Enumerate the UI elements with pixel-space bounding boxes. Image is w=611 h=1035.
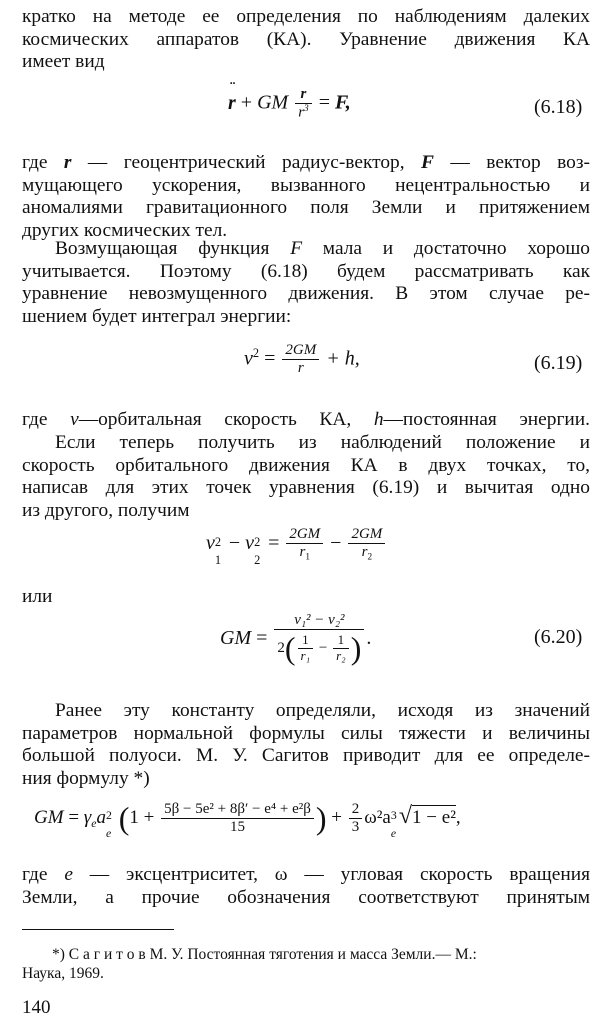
text-line: кратко на методе ее определения по наблюдениям далеких bbox=[22, 6, 590, 27]
paragraph-sagitov bbox=[22, 700, 590, 790]
footnote bbox=[22, 945, 590, 983]
text-line: где e — эксцентриситет, ω — угловая скорость вращения bbox=[22, 864, 590, 885]
text-line: космических аппаратов (КА). Уравнение движения КА bbox=[22, 28, 590, 50]
text-line: или bbox=[22, 586, 53, 607]
paragraph-definitions bbox=[22, 152, 590, 242]
text-line: других космических тел. bbox=[22, 219, 228, 241]
paragraph-intro bbox=[22, 6, 590, 74]
fraction: $\frac{2}{3}$ bbox=[349, 801, 363, 837]
fraction: $\frac{2GM}{r_2}$ bbox=[348, 526, 385, 563]
text-line: написав для этих точек уравнения (6.19) и вычитая одно bbox=[22, 477, 590, 498]
text-line: Земли, а прочие обозначения соответствуют принятым bbox=[22, 886, 590, 908]
text-line: уравнение невозмущенного движения. В этом случае ре- bbox=[22, 283, 590, 304]
equation-sagitov: GM = $\gamma_ea$ 2 e (1 + $\frac{\text{5β − 5e² + 8β′ − e⁴ + e²β}}{15}$ ) + $\frac{2}{3}$ ω²a 3 e √1 − e², bbox=[34, 800, 461, 840]
paragraph-or bbox=[22, 586, 590, 609]
page-number: 140 bbox=[22, 997, 51, 1018]
text-line: скорость орбитального движения КА в двух точках, то, bbox=[22, 454, 590, 476]
text-line: Ранее эту константу определяли, исходя из значений bbox=[55, 700, 590, 721]
text-line: из другого, получим bbox=[22, 499, 190, 521]
text-line: имеет вид bbox=[22, 51, 105, 72]
fraction: $\frac{2GM}{r}$ bbox=[282, 342, 319, 378]
text-line: шением будет интеграл энергии: bbox=[22, 305, 292, 327]
text-line: большой полуоси. М. У. Сагитов приводит для ее определе- bbox=[22, 745, 590, 766]
equation-difference: v 2 1 − v 2 2 = $\frac{2GM}{r_1}$ − $\frac{2GM}{r_2}$ bbox=[206, 526, 387, 563]
equation-6-18: ¨ r + GM $\frac{r}{r^3}$ = F, bbox=[228, 79, 351, 121]
text-line: учитывается. Поэтому (6.18) будем рассматривать как bbox=[22, 260, 590, 282]
text-line: Если теперь получить из наблюдений положение и bbox=[55, 432, 590, 453]
equation-number: (6.18) bbox=[534, 96, 583, 118]
fraction: $\frac{r}{r^3}$ bbox=[295, 86, 312, 122]
text-line: ния формулу *) bbox=[22, 767, 150, 789]
text-line: аномалиями гравитационного поля Земли и притяжением bbox=[22, 197, 590, 218]
paragraph-velocity bbox=[22, 409, 590, 432]
equation-6-19: $v^2$ = $\frac{2GM}{r}$ + h, bbox=[244, 342, 360, 377]
text-line: Возмущающая функция F мала и достаточно хорошо bbox=[55, 238, 590, 259]
footnote-line: Наука, 1969. bbox=[22, 965, 104, 982]
text-line: где r — геоцентрический радиус-вектор, F — вектор воз- bbox=[22, 152, 590, 173]
r-ddot: ¨ r bbox=[228, 79, 236, 114]
paragraph-perturbation bbox=[22, 238, 590, 328]
text-line: мущающего ускорения, вызванного нецентральностью и bbox=[22, 174, 590, 196]
text-line: параметров нормальной формулы силы тяжести и величины bbox=[22, 722, 590, 744]
footnote-divider bbox=[22, 929, 174, 930]
equation-6-20: GM = v₁² − v₂² 2( $\frac{1}{\text{r₁}}$ − $\frac{1}{\text{r₂}}$ ) . bbox=[220, 612, 372, 667]
paragraph-observations bbox=[22, 432, 590, 522]
paragraph-eccentricity bbox=[22, 864, 590, 909]
fraction: v₁² − v₂² 2( $\frac{1}{\text{r₁}}$ − $\frac{1}{\text{r₂}}$ ) bbox=[274, 612, 364, 667]
footnote-line: *) С а г и т о в М. У. Постоянная тяготения и масса Земли.— М.: bbox=[52, 946, 477, 963]
equation-number: (6.19) bbox=[534, 352, 583, 374]
fraction: $\frac{\text{5β − 5e² + 8β′ − e⁴ + e²β}}{15}$ bbox=[161, 801, 314, 837]
fraction: $\frac{2GM}{r_1}$ bbox=[286, 526, 323, 563]
equation-number: (6.20) bbox=[534, 626, 583, 648]
text-line: где v—орбитальная скорость КА, h—постоянная энергии. bbox=[22, 409, 591, 430]
